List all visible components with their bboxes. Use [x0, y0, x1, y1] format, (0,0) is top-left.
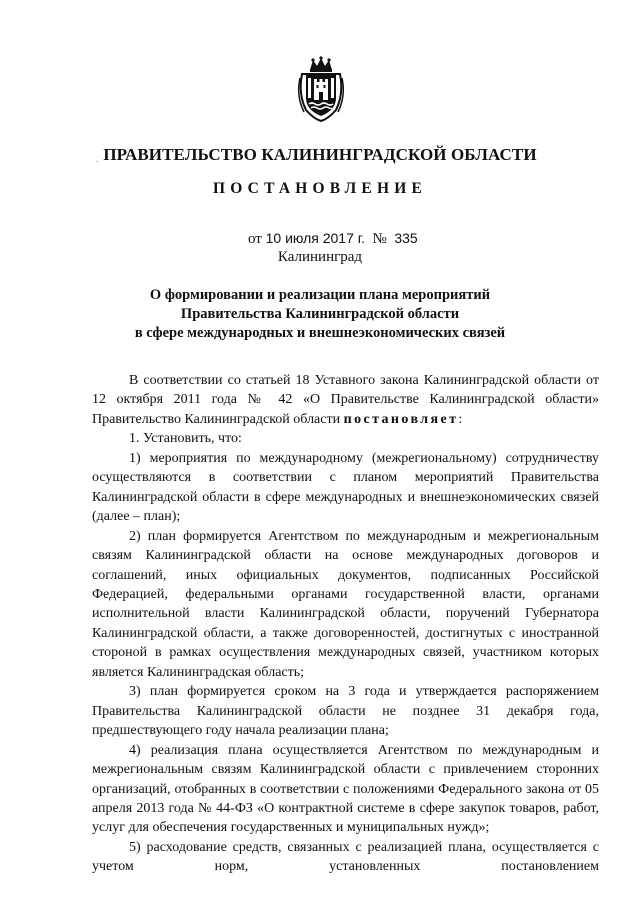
preamble-paragraph: [92, 371, 599, 429]
preamble-text: В соответствии со статьей 18 Уставного закона Калининградской области от 12 октября 2011 года № 42 «О Правительстве Калининградской области» Правительство Калининградской области: [92, 373, 599, 427]
coat-of-arms-icon: [296, 56, 346, 122]
document-type: ПОСТАНОВЛЕНИЕ: [212, 180, 428, 197]
subitem-4: 4) реализация плана осуществляется Агентством по международным и межрегиональным связям Калининградской области с привлечением сторонних организаций, отобранных в соответствии с положениями Федерального закона от 05 апреля 2013 года № 44-ФЗ «О контрактной системе в сфере закупок товаров, работ, услуг для обеспечения государственных и муниципальных нужд»;: [92, 742, 599, 836]
document-number: 335: [394, 230, 418, 246]
government-title: ПРАВИТЕЛЬСТВО КАЛИНИНГРАДСКОЙ ОБЛАСТИ: [103, 145, 537, 164]
item-1-intro: 1. Установить, что:: [129, 431, 242, 447]
date-value: 10 июля 2017 г.: [265, 230, 366, 246]
resolves-colon: :: [458, 411, 463, 427]
subject-line: в сфере международных и внешнеэкономических связей: [134, 325, 506, 341]
resolves-word: постановляет: [343, 411, 459, 427]
document-subject: [0, 286, 640, 343]
subitem-1: 1) мероприятия по международному (межрегиональному) сотрудничеству осуществляются в соответствии с планом мероприятий Правительства Калининградской области в сфере международных и внешнеэкономических связей (далее – план);: [92, 450, 599, 525]
subject-line: О формировании и реализации плана мероприятий: [149, 287, 491, 303]
subject-line: Правительства Калининградской области: [180, 306, 460, 322]
subitem-5: 5) расходование средств, связанных с реализацией плана, осуществляется с учетом норм, установленных постановлением: [92, 839, 599, 875]
subitem-2: 2) план формируется Агентством по международным и межрегиональным связям Калининградской области на основе международных договоров и соглашений, иных официальных документов, подписанных Российской Федерацией, федеральными органами государственной власти, органами исполнительной власти Калининградской области, поручений Губернатора Калининградской области, а также договоренностей, достигнутых с иностранной стороной в рамках осуществления международных связей, участником которых является Калининградская область;: [92, 528, 599, 680]
number-sign: №: [372, 231, 387, 247]
subitem-3: 3) план формируется сроком на 3 года и утверждается распоряжением Правительства Калининградской области не позднее 31 декабря года, предшествующего году начала реализации плана;: [92, 684, 599, 739]
city: Калининград: [277, 249, 363, 265]
document-body: [92, 371, 599, 877]
date-prefix: от: [248, 231, 262, 247]
date-line: [248, 230, 418, 248]
